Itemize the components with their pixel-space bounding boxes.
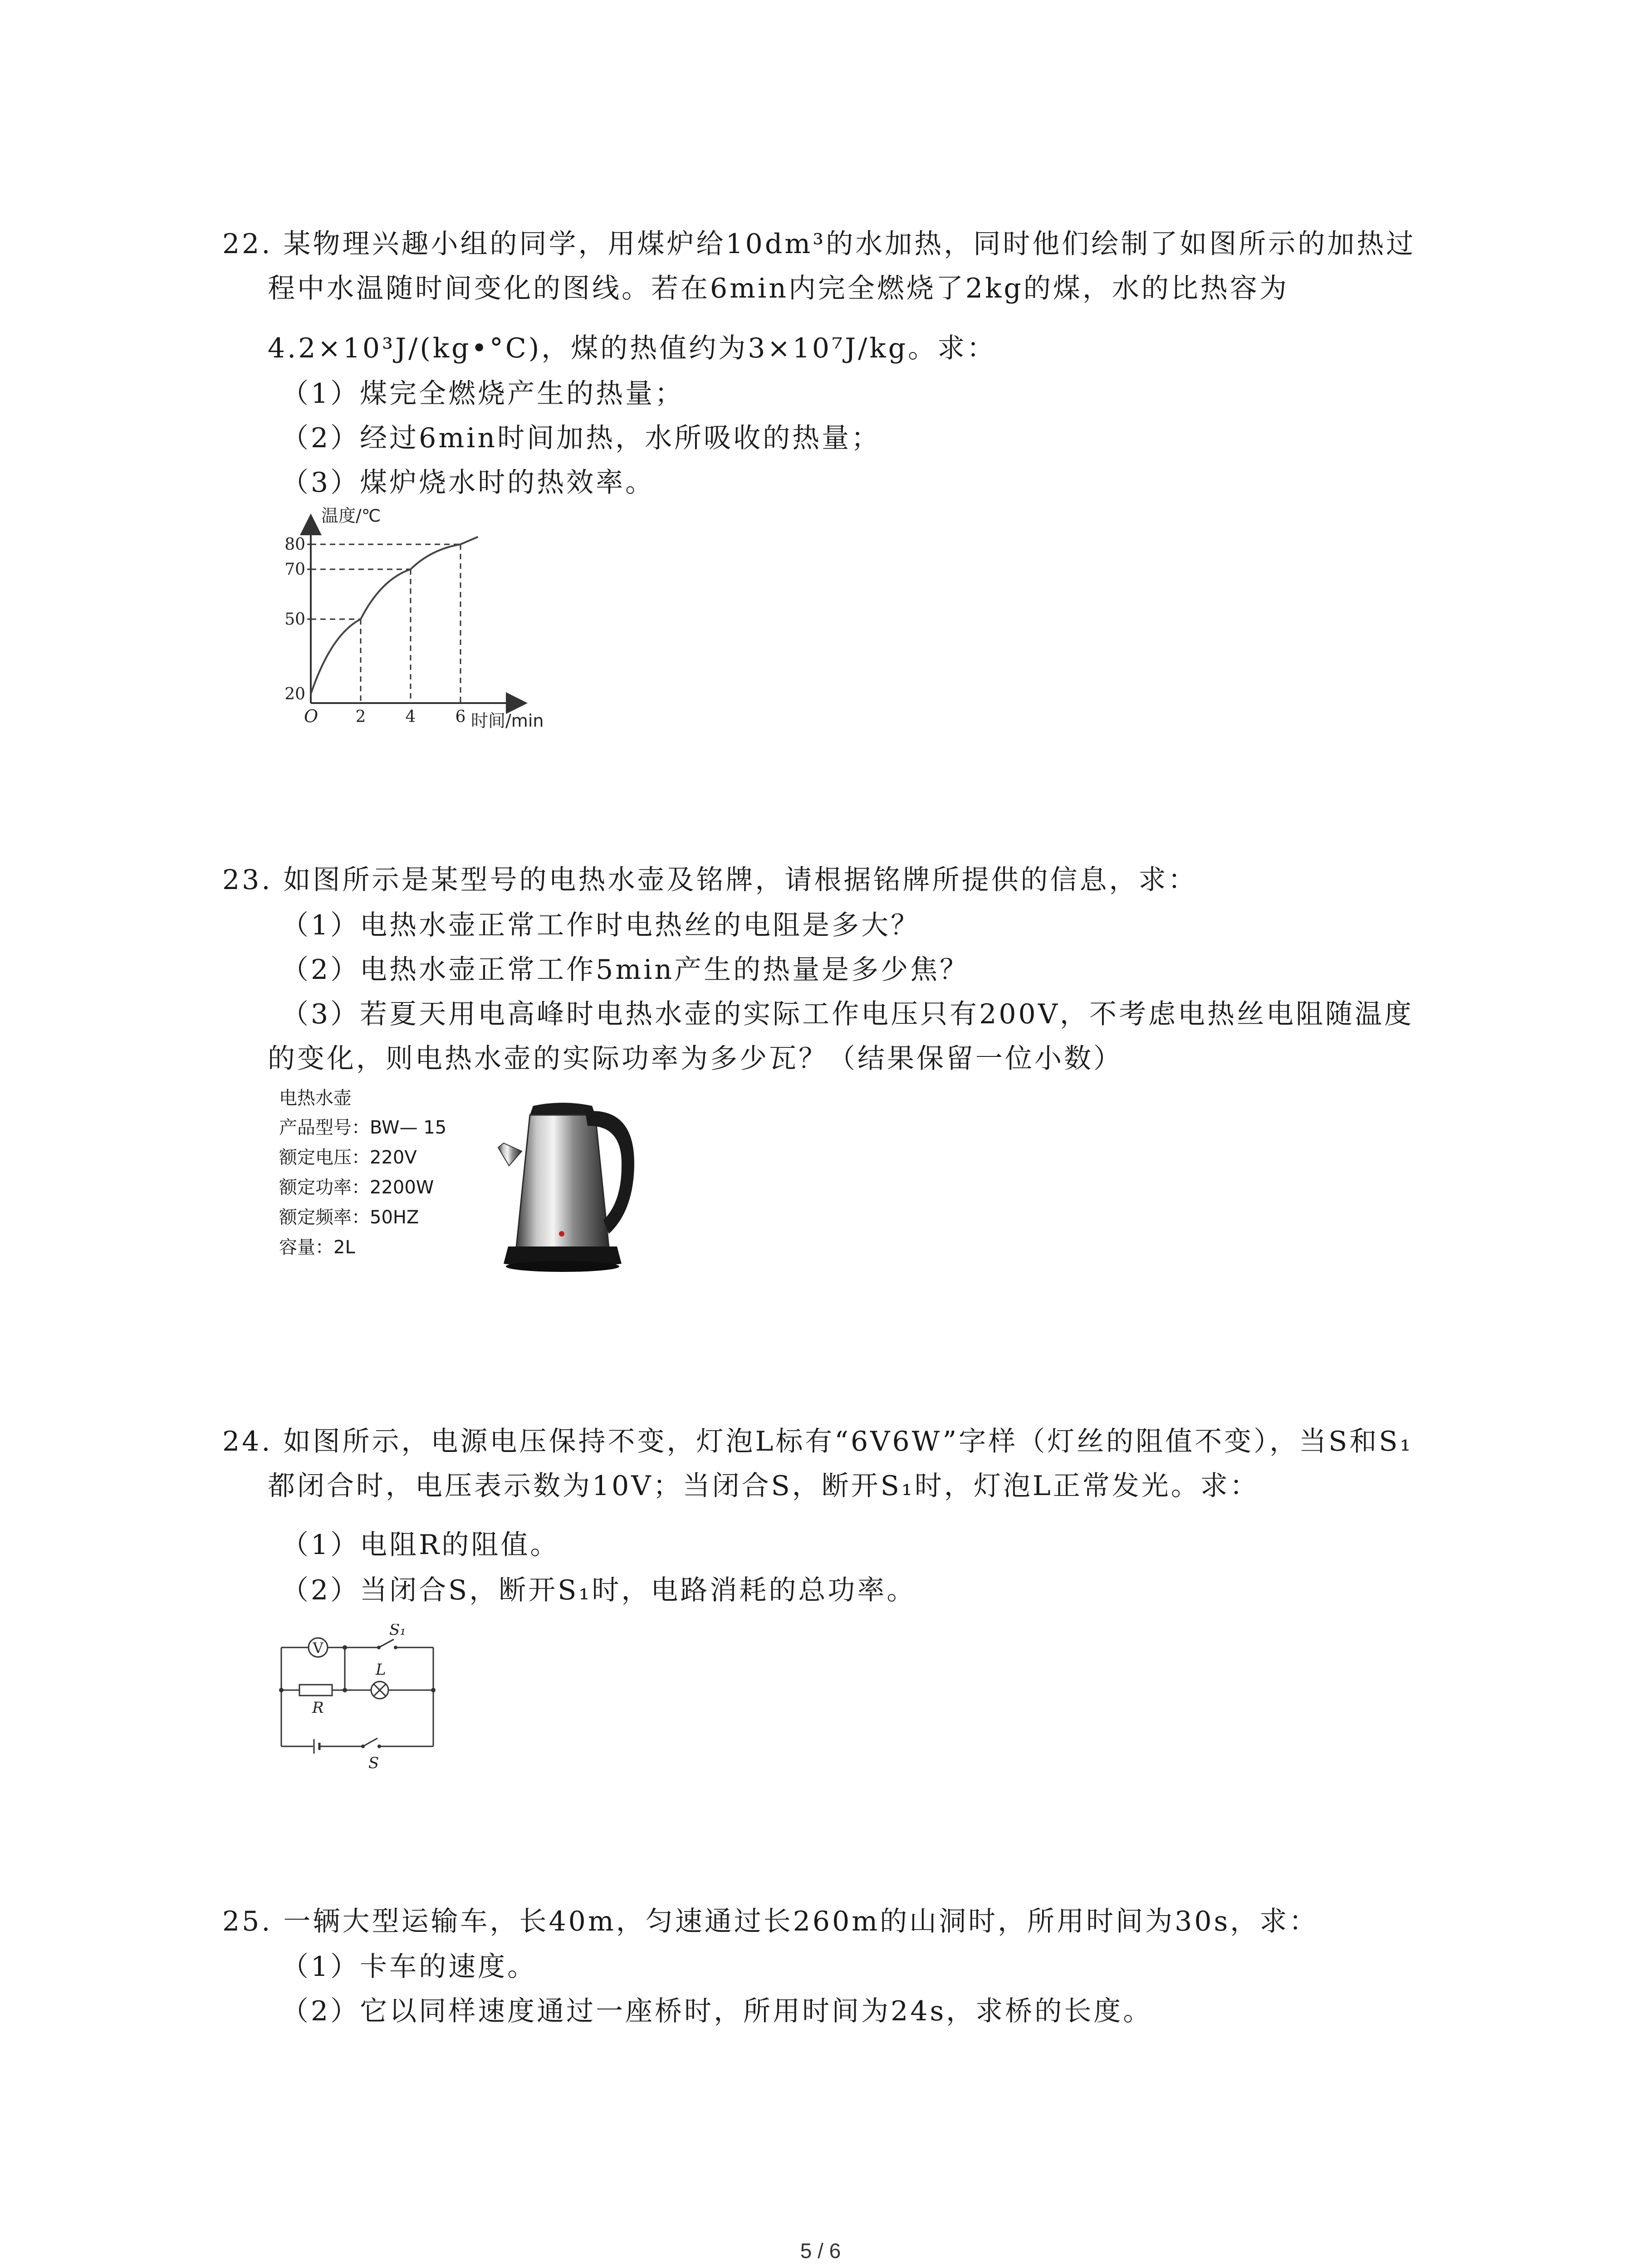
- resistor-r: [299, 1685, 332, 1696]
- q22-line3: 4.2×10³J/(kg•°C)，煤的热值约为3×10⁷J/kg。求：: [268, 332, 997, 364]
- nameplate-model: 产品型号：BW— 15: [279, 1117, 447, 1138]
- x-axis-label: 时间/min: [471, 711, 544, 730]
- q25-line1: 25. 一辆大型运输车，长40m，匀速通过长260m的山洞时，所用时间为30s，求：: [222, 1906, 1319, 1937]
- q22-part2: （2）经过6min时间加热，水所吸收的热量；: [281, 422, 881, 454]
- y-tick-label: 70: [284, 560, 305, 579]
- temperature-time-graph: [272, 503, 572, 730]
- s-label: S: [368, 1754, 379, 1772]
- s1-label: S₁: [389, 1624, 406, 1639]
- nameplate-voltage: 额定电压：220V: [279, 1147, 417, 1168]
- circuit-diagram: [272, 1624, 445, 1774]
- origin-label: O: [304, 706, 318, 726]
- q23-line1: 23. 如图所示是某型号的电热水壶及铭牌，请根据铭牌所提供的信息，求：: [222, 864, 1198, 896]
- temperature-curve: [311, 537, 478, 694]
- resistor-label: R: [312, 1699, 324, 1717]
- q22-part3: （3）煤炉烧水时的热效率。: [281, 467, 655, 499]
- nameplate-power: 额定功率：2200W: [279, 1177, 434, 1198]
- switch-s: [363, 1738, 377, 1746]
- q23-part3b: 的变化，则电热水壶的实际功率为多少瓦？（结果保留一位小数）: [268, 1043, 1123, 1075]
- x-tick-label: 2: [355, 708, 366, 726]
- q22-part1: （1）煤完全燃烧产生的热量；: [281, 378, 685, 410]
- q24-line1: 24. 如图所示，电源电压保持不变，灯泡L标有“6V6W”字样（灯丝的阻值不变），当S和S₁: [222, 1426, 1413, 1457]
- q24-part2: （2）当闭合S，断开S₁时，电路消耗的总功率。: [281, 1574, 916, 1606]
- voltmeter-label: V: [313, 1639, 323, 1657]
- x-tick-label: 6: [455, 708, 466, 726]
- nameplate-frequency: 额定频率：50HZ: [279, 1207, 419, 1228]
- nameplate-title: 电热水壶: [279, 1088, 352, 1109]
- y-tick-label: 20: [284, 685, 305, 704]
- nameplate-capacity: 容量：2L: [279, 1237, 355, 1258]
- q25-part1: （1）卡车的速度。: [281, 1951, 537, 1983]
- switch-s1: [379, 1639, 394, 1647]
- x-tick-label: 4: [405, 708, 416, 726]
- y-tick-label: 50: [284, 610, 305, 629]
- q24-part1: （1）电阻R的阻值。: [281, 1529, 560, 1561]
- q24-line2: 都闭合时，电压表示数为10V；当闭合S，断开S₁时，灯泡L正常发光。求：: [268, 1470, 1259, 1502]
- electric-kettle-image: [490, 1098, 640, 1279]
- y-axis-label: 温度/℃: [321, 506, 381, 526]
- page-number: 5 / 6: [800, 2239, 841, 2263]
- q23-part2: （2）电热水壶正常工作5min产生的热量是多少焦？: [281, 954, 970, 986]
- y-tick-label: 80: [284, 535, 305, 554]
- q22-line2: 程中水温随时间变化的图线。若在6min内完全燃烧了2kg的煤，水的比热容为: [268, 273, 1289, 304]
- q23-part1: （1）电热水壶正常工作时电热丝的电阻是多大？: [281, 909, 921, 941]
- q25-part2: （2）它以同样速度通过一座桥时，所用时间为24s，求桥的长度。: [281, 1995, 1153, 2027]
- q23-part3a: （3）若夏天用电高峰时电热水壶的实际工作电压只有200V，不考虑电热丝电阻随温度: [281, 998, 1414, 1030]
- q22-line1: 22. 某物理兴趣小组的同学，用煤炉给10dm³的水加热，同时他们绘制了如图所示的加热过: [222, 228, 1416, 260]
- lamp-label: L: [376, 1661, 386, 1679]
